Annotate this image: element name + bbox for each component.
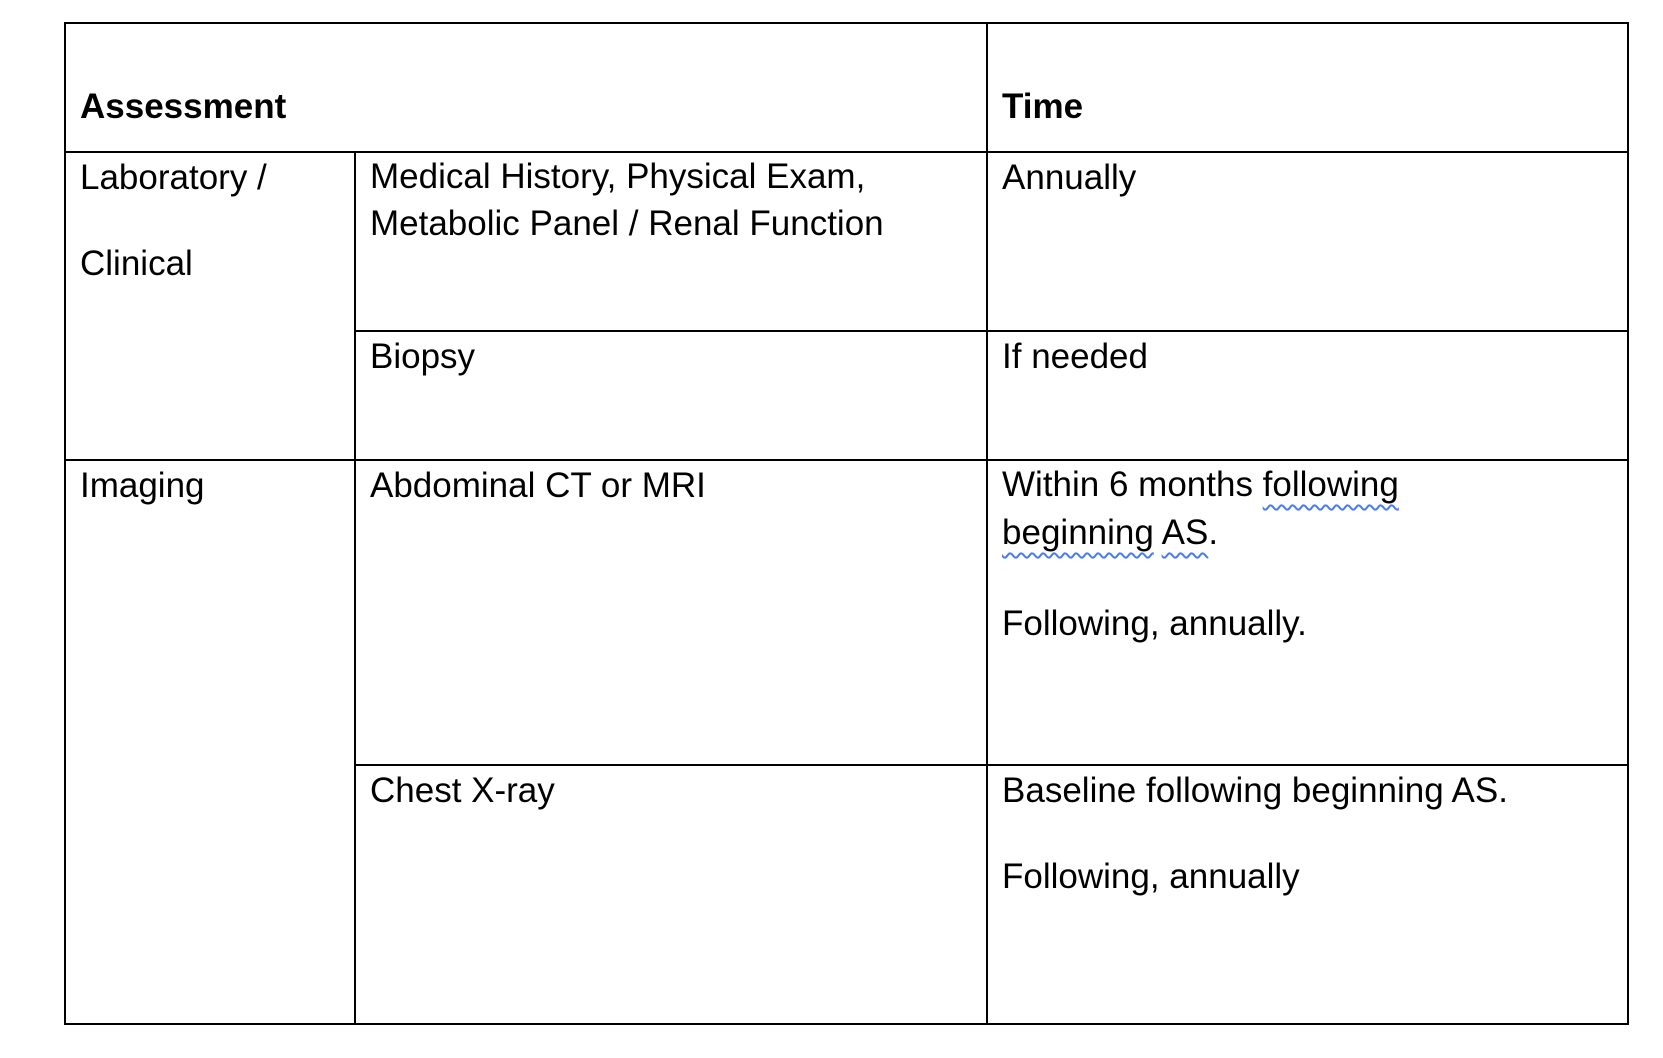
test-cell (355, 765, 987, 1024)
group-cell-imaging (65, 460, 355, 1024)
time-cell (987, 331, 1628, 460)
time-cell (987, 460, 1628, 765)
header-time: Time (1002, 87, 1084, 126)
table-row (65, 152, 1628, 331)
time-cell (987, 152, 1628, 331)
time-paragraph-2: Following, annually. (1002, 604, 1307, 643)
table-header-row (65, 23, 1628, 152)
test-label: Biopsy (370, 337, 476, 376)
time-label: If needed (1002, 337, 1148, 376)
group-cell-lab-clinical (65, 152, 355, 460)
time-label: Annually (1002, 158, 1137, 197)
test-cell (355, 152, 987, 331)
time-text: Within 6 months (1002, 465, 1263, 504)
test-label-line1: Medical History, Physical Exam, (370, 157, 866, 196)
assessment-schedule-table (64, 22, 1629, 1025)
group-label-lab-clinical-line1: Laboratory / (80, 158, 267, 197)
test-label: Chest X-ray (370, 771, 555, 810)
group-label-imaging: Imaging (80, 466, 205, 505)
spellcheck-word[interactable]: following (1262, 465, 1399, 504)
time-text (1154, 513, 1162, 552)
spellcheck-word[interactable]: AS (1161, 513, 1209, 552)
time-paragraph-1: Baseline following beginning AS. (1002, 771, 1508, 810)
header-assessment: Assessment (80, 87, 287, 126)
group-label-lab-clinical-line2: Clinical (80, 244, 193, 283)
time-cell (987, 765, 1628, 1024)
test-label-line2: Metabolic Panel / Renal Function (370, 204, 884, 243)
test-label: Abdominal CT or MRI (370, 466, 706, 505)
test-cell (355, 460, 987, 765)
header-cell-assessment (65, 23, 987, 152)
table-row (65, 460, 1628, 765)
header-cell-time (987, 23, 1628, 152)
time-text: . (1208, 513, 1219, 552)
time-paragraph-1 (1002, 461, 1613, 557)
time-paragraph-2: Following, annually (1002, 857, 1300, 896)
spellcheck-word[interactable]: beginning (1002, 513, 1154, 552)
test-cell (355, 331, 987, 460)
